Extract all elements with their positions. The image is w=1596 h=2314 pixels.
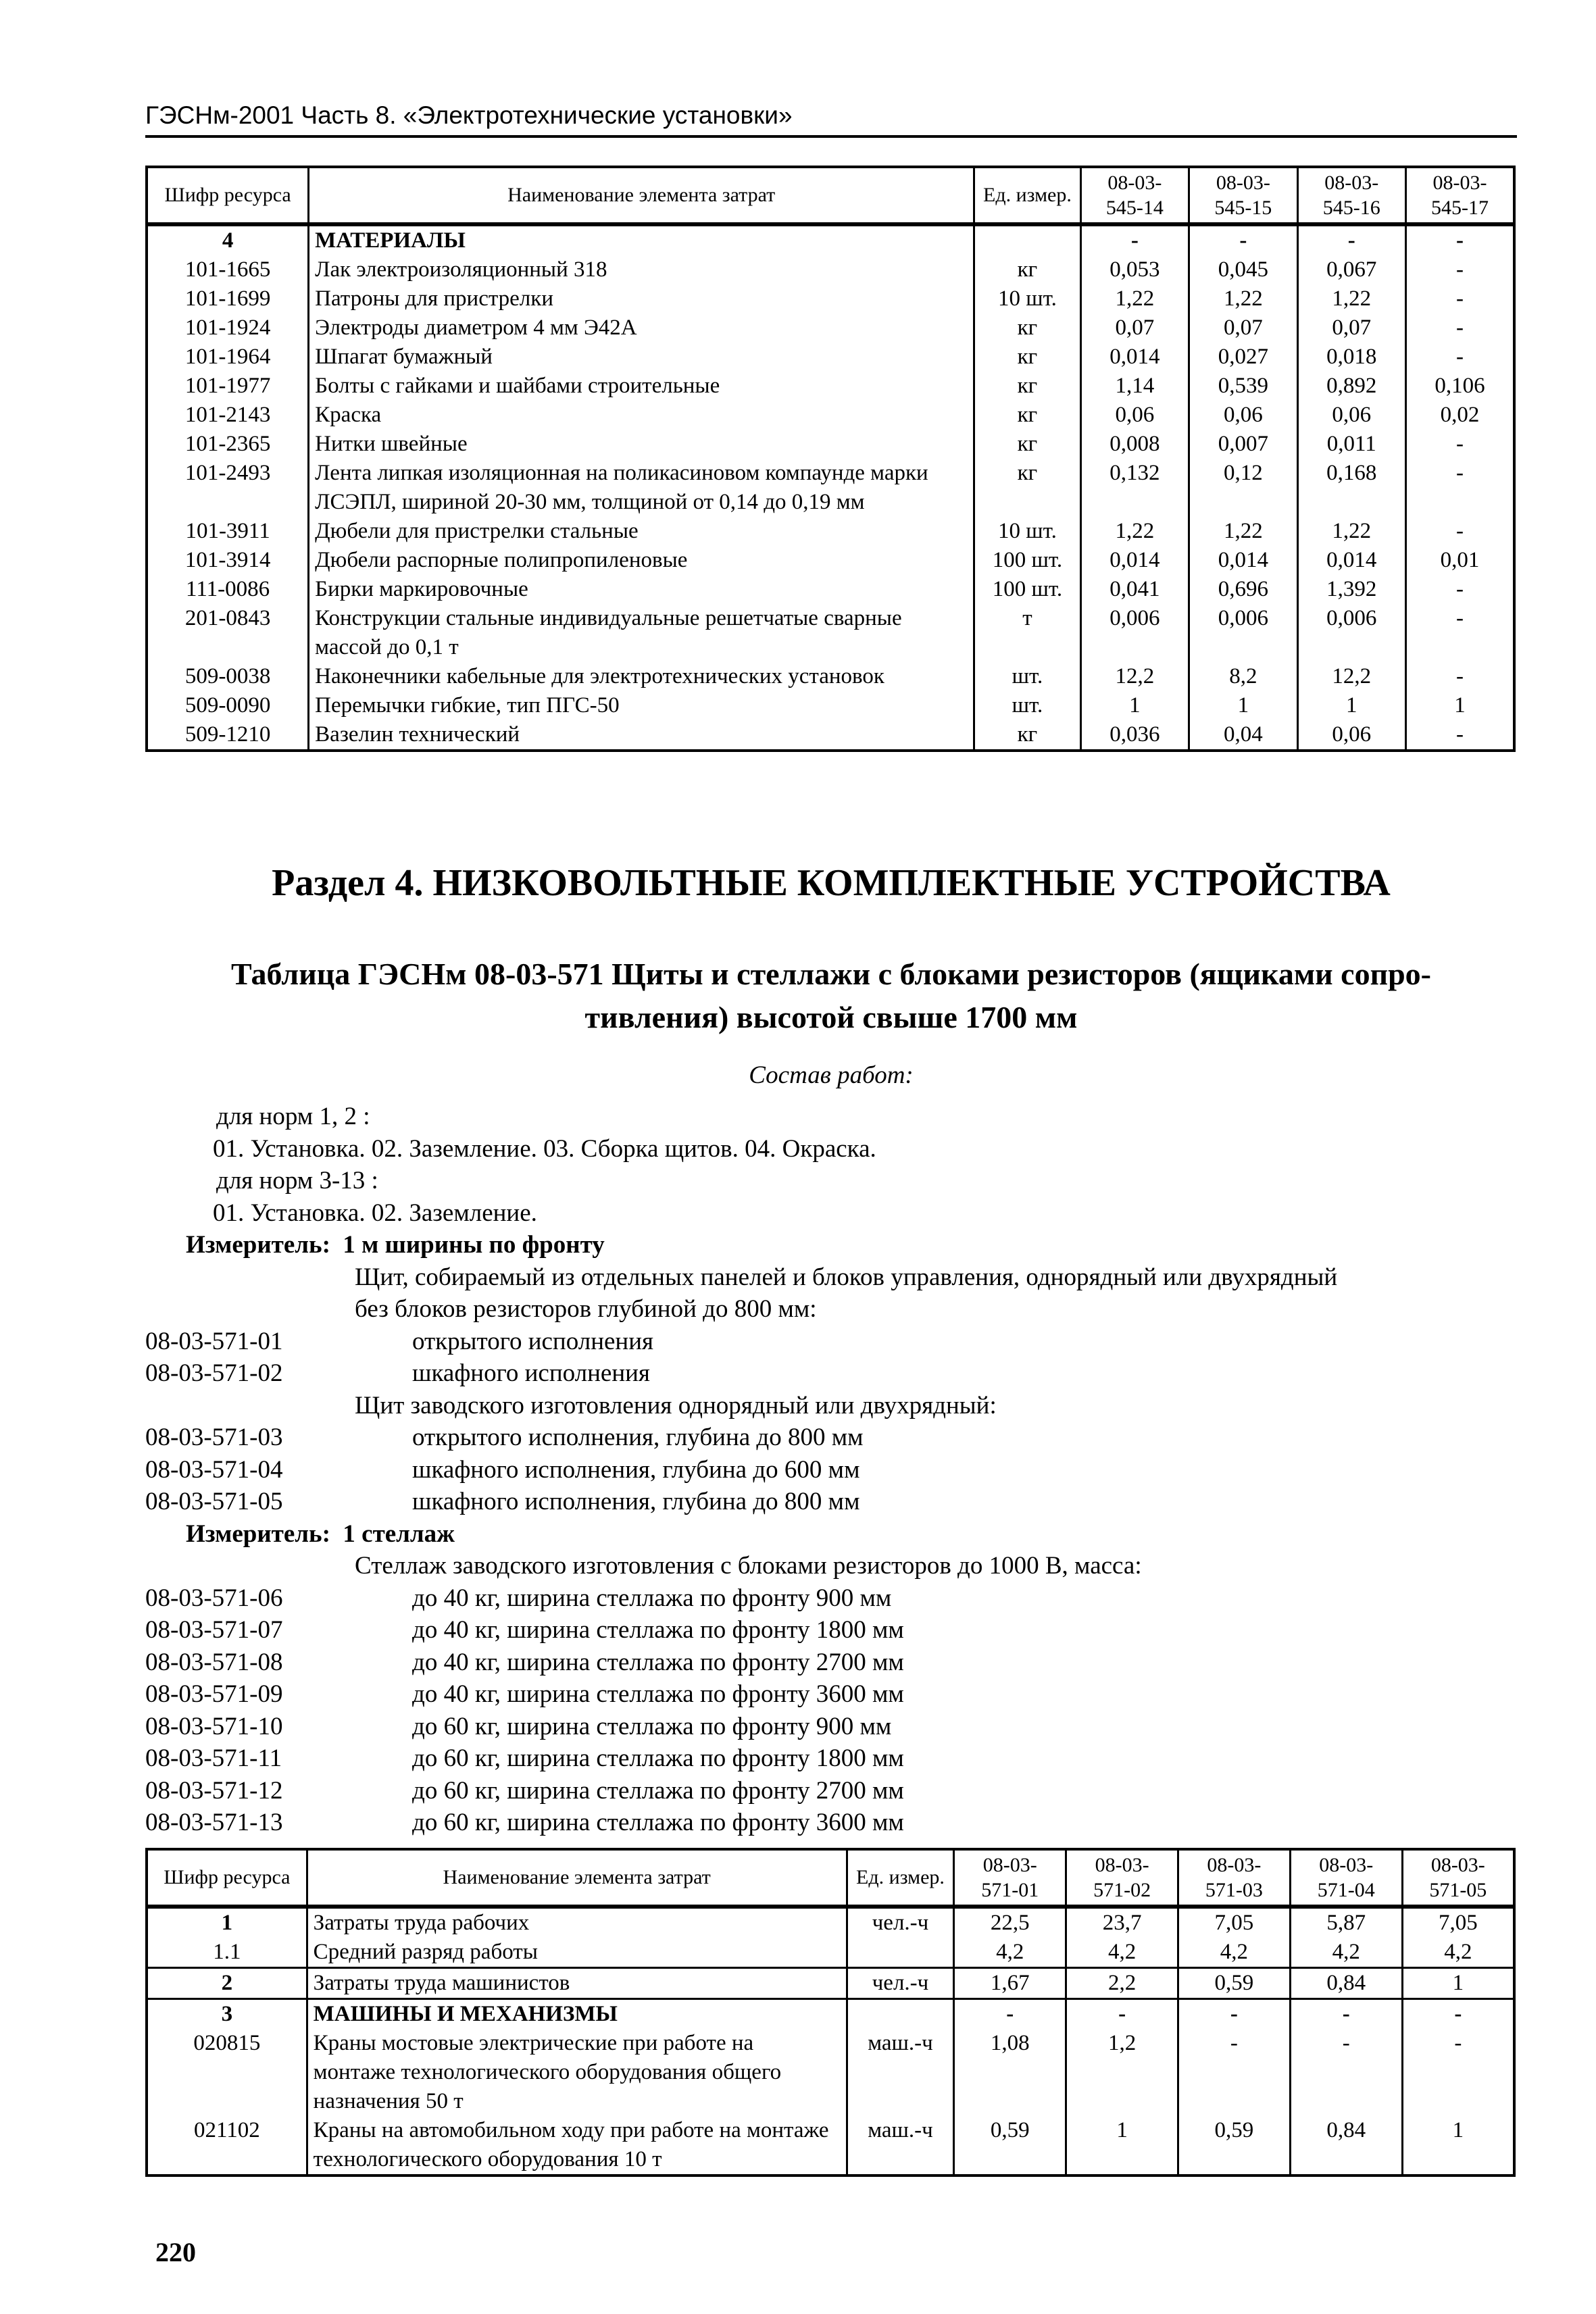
norm-value: 7,05 xyxy=(1178,1907,1291,1938)
table-row xyxy=(147,1938,1514,1968)
column-header-line: 571-04 xyxy=(1317,1879,1375,1901)
norm-value: 1,2 xyxy=(1066,2029,1178,2116)
resource-code: 1.1 xyxy=(147,1938,307,1968)
norm-value: 1 xyxy=(1066,2116,1178,2175)
resource-code: 509-0090 xyxy=(147,691,309,720)
norm-value: 4,2 xyxy=(1290,1938,1402,1968)
resource-code: 2 xyxy=(147,1968,307,1999)
column-header xyxy=(1178,1849,1291,1907)
norm-value: - xyxy=(1406,517,1515,546)
column-header xyxy=(1290,1849,1402,1907)
norm-code: 08-03-571-09 xyxy=(145,1680,283,1708)
cost-element-name: Краны мостовые электрические при работе на монтаже технологического оборудования общего назначения 50 т xyxy=(307,2029,847,2116)
norm-value: 7,05 xyxy=(1402,1907,1514,1938)
table-title-line: тивления) высотой свыше 1700 мм xyxy=(584,1000,1078,1034)
table-row xyxy=(147,284,1514,313)
column-header-line: 545-15 xyxy=(1214,197,1272,219)
unit: шт. xyxy=(974,691,1080,720)
norm-value: 4,2 xyxy=(1066,1938,1178,1968)
norm-value: 0,84 xyxy=(1290,2116,1402,2175)
norm-value: - xyxy=(1402,1999,1514,2030)
norm-value: 12,2 xyxy=(1297,662,1405,691)
norm-value: 0,696 xyxy=(1189,575,1297,604)
resource-code: 1 xyxy=(147,1907,307,1938)
table-row xyxy=(147,1968,1514,1999)
norm-code: 08-03-571-13 xyxy=(145,1809,283,1836)
norm-group-heading: Стеллаж заводского изготовления с блоками резисторов до 1000 В, масса: xyxy=(355,1552,1142,1580)
norm-value: 0,006 xyxy=(1080,604,1189,662)
column-header-line: Ед. измер. xyxy=(856,1866,945,1889)
norm-value: 0,045 xyxy=(1189,255,1297,284)
unit: кг xyxy=(974,430,1080,459)
composition-label: для норм 3-13 : xyxy=(216,1167,378,1194)
norm-code: 08-03-571-11 xyxy=(145,1744,282,1772)
table-title-line: Таблица ГЭСНм 08-03-571 Щиты и стеллажи с блоками резисторов (ящиками сопро- xyxy=(231,957,1431,991)
norm-value: 0,12 xyxy=(1189,459,1297,517)
norm-value: 0,036 xyxy=(1080,720,1189,751)
norm-value: - xyxy=(1178,1999,1291,2030)
norm-value: 1,22 xyxy=(1189,284,1297,313)
resource-code: 101-3914 xyxy=(147,546,309,575)
unit xyxy=(847,1938,954,1968)
column-header-line: 08-03- xyxy=(982,1853,1037,1876)
cost-element-name: Дюбели для пристрелки стальные xyxy=(309,517,974,546)
resource-code: 201-0843 xyxy=(147,604,309,662)
resource-code: 111-0086 xyxy=(147,575,309,604)
norm-value: 1,67 xyxy=(954,1968,1066,1999)
header-row xyxy=(147,167,1514,224)
norm-value: 0,07 xyxy=(1189,313,1297,343)
norm-value: - xyxy=(954,1999,1066,2030)
norm-value: 0,014 xyxy=(1189,546,1297,575)
resource-code: 101-2493 xyxy=(147,459,309,517)
measure-value: 1 м ширины по фронту xyxy=(343,1231,605,1259)
cost-element-name: МАТЕРИАЛЫ xyxy=(309,224,974,255)
unit: 10 шт. xyxy=(974,517,1080,546)
norm-description: шкафного исполнения, глубина до 800 мм xyxy=(412,1488,860,1515)
norm-value: - xyxy=(1066,1999,1178,2030)
table-row xyxy=(147,2116,1514,2175)
resource-code: 101-1924 xyxy=(147,313,309,343)
norm-value: 1,22 xyxy=(1297,284,1405,313)
norm-value: 0,06 xyxy=(1080,401,1189,430)
column-header-line: Ед. измер. xyxy=(983,184,1072,207)
norm-description: до 40 кг, ширина стеллажа по фронту 3600 мм xyxy=(412,1680,904,1708)
column-header-line: 08-03- xyxy=(1216,171,1270,194)
measure-line xyxy=(186,1519,455,1550)
column-header-line: Шифр ресурса xyxy=(164,184,291,207)
norm-description: открытого исполнения, глубина до 800 мм xyxy=(412,1424,864,1451)
norm-value: 1 xyxy=(1406,691,1515,720)
norm-value: 0,067 xyxy=(1297,255,1405,284)
table-row xyxy=(147,372,1514,401)
norm-code: 08-03-571-05 xyxy=(145,1488,283,1515)
column-header-line: 08-03- xyxy=(1319,1853,1374,1876)
cost-element-name: Дюбели распорные полипропиленовые xyxy=(309,546,974,575)
resource-code: 021102 xyxy=(147,2116,307,2175)
norm-value: 8,2 xyxy=(1189,662,1297,691)
unit: маш.-ч xyxy=(847,2116,954,2175)
unit: чел.-ч xyxy=(847,1968,954,1999)
norm-description: до 60 кг, ширина стеллажа по фронту 2700 мм xyxy=(412,1776,904,1805)
norm-value: - xyxy=(1406,662,1515,691)
norm-value: 1 xyxy=(1080,691,1189,720)
norm-value: 0,006 xyxy=(1297,604,1405,662)
norm-value: 0,041 xyxy=(1080,575,1189,604)
norm-value: 0,027 xyxy=(1189,343,1297,372)
norm-value: 0,018 xyxy=(1297,343,1405,372)
table-row xyxy=(147,720,1514,751)
cost-element-name: Наконечники кабельные для электротехнических установок xyxy=(309,662,974,691)
norm-value: 1,14 xyxy=(1080,372,1189,401)
cost-element-name: МАШИНЫ И МЕХАНИЗМЫ xyxy=(307,1999,847,2030)
resource-code: 509-0038 xyxy=(147,662,309,691)
norm-value: - xyxy=(1080,224,1189,255)
norm-value: 1,22 xyxy=(1080,284,1189,313)
norm-code: 08-03-571-03 xyxy=(145,1424,283,1451)
unit xyxy=(847,1999,954,2030)
norm-group-heading: Щит заводского изготовления однорядный или двухрядный: xyxy=(355,1391,997,1419)
norm-value: 0,06 xyxy=(1189,401,1297,430)
table-row xyxy=(147,517,1514,546)
composition-text: 01. Установка. 02. Заземление. xyxy=(213,1199,537,1227)
unit: чел.-ч xyxy=(847,1907,954,1938)
norm-value: 1 xyxy=(1189,691,1297,720)
column-header xyxy=(1406,167,1515,224)
unit: шт. xyxy=(974,662,1080,691)
norm-value: 0,168 xyxy=(1297,459,1405,517)
unit: 10 шт. xyxy=(974,284,1080,313)
column-header-line: 08-03- xyxy=(1430,1853,1485,1876)
unit xyxy=(974,224,1080,255)
column-header-line: 571-05 xyxy=(1429,1879,1487,1901)
norm-value: - xyxy=(1406,604,1515,662)
unit: кг xyxy=(974,720,1080,751)
norm-value: 22,5 xyxy=(954,1907,1066,1938)
norm-value: 0,106 xyxy=(1406,372,1515,401)
column-header xyxy=(1189,167,1297,224)
norm-value: 0,04 xyxy=(1189,720,1297,751)
norm-value: - xyxy=(1406,255,1515,284)
norm-value: - xyxy=(1290,1999,1402,2030)
norm-value: 0,59 xyxy=(954,2116,1066,2175)
norm-description: до 40 кг, ширина стеллажа по фронту 2700 мм xyxy=(412,1648,904,1676)
unit: 100 шт. xyxy=(974,575,1080,604)
norm-value: 1,08 xyxy=(954,2029,1066,2116)
norm-value: 1 xyxy=(1297,691,1405,720)
resource-code: 3 xyxy=(147,1999,307,2030)
column-header-line: Наименование элемента затрат xyxy=(507,184,776,207)
norm-value: 4,2 xyxy=(1402,1938,1514,1968)
unit: кг xyxy=(974,401,1080,430)
norm-value: 0,07 xyxy=(1080,313,1189,343)
norm-value: 0,011 xyxy=(1297,430,1405,459)
column-header xyxy=(1297,167,1405,224)
table-row xyxy=(147,691,1514,720)
norm-value: - xyxy=(1406,284,1515,313)
resource-code: 101-1665 xyxy=(147,255,309,284)
table-row xyxy=(147,401,1514,430)
table-row xyxy=(147,546,1514,575)
column-header xyxy=(1080,167,1189,224)
norm-value: 4,2 xyxy=(954,1938,1066,1968)
norm-value: 0,539 xyxy=(1189,372,1297,401)
norm-value: 0,007 xyxy=(1189,430,1297,459)
column-header-line: 571-03 xyxy=(1205,1879,1263,1901)
table-row xyxy=(147,343,1514,372)
table-row xyxy=(147,575,1514,604)
cost-element-name: Патроны для пристрелки xyxy=(309,284,974,313)
column-header-line: 545-16 xyxy=(1322,197,1380,219)
column-header xyxy=(1402,1849,1514,1907)
header-row xyxy=(147,1849,1514,1907)
resource-code: 101-2143 xyxy=(147,401,309,430)
norm-value: 0,006 xyxy=(1189,604,1297,662)
cost-element-name: Краны на автомобильном ходу при работе на монтаже технологического оборудования 10 т xyxy=(307,2116,847,2175)
column-header-line: 08-03- xyxy=(1107,171,1162,194)
cost-element-name: Электроды диаметром 4 мм Э42А xyxy=(309,313,974,343)
table-row xyxy=(147,430,1514,459)
norm-code: 08-03-571-02 xyxy=(145,1359,283,1387)
column-header-line: 545-17 xyxy=(1431,197,1489,219)
norm-code: 08-03-571-12 xyxy=(145,1776,283,1805)
composition-title: Состав работ: xyxy=(749,1061,914,1089)
column-header xyxy=(147,1849,307,1907)
column-header-line: 08-03- xyxy=(1324,171,1379,194)
cost-element-name: Нитки швейные xyxy=(309,430,974,459)
table-row xyxy=(147,2029,1514,2116)
unit: кг xyxy=(974,372,1080,401)
norm-value: - xyxy=(1189,224,1297,255)
norm-value: 23,7 xyxy=(1066,1907,1178,1938)
table-row xyxy=(147,313,1514,343)
measure-label: Измеритель: xyxy=(186,1231,330,1259)
table-row xyxy=(147,459,1514,517)
norm-value: 1,22 xyxy=(1080,517,1189,546)
norm-description: открытого исполнения xyxy=(412,1327,654,1355)
cost-element-name: Вазелин технический xyxy=(309,720,974,751)
norm-value: - xyxy=(1406,430,1515,459)
norm-value: 1 xyxy=(1402,1968,1514,1999)
column-header-line: Наименование элемента затрат xyxy=(443,1866,711,1889)
norm-group-heading: Щит, собираемый из отдельных панелей и блоков управления, однорядный или двухрядный xyxy=(355,1263,1338,1291)
norm-value: 0,014 xyxy=(1297,546,1405,575)
column-header-line: 545-14 xyxy=(1105,197,1164,219)
page-number: 220 xyxy=(155,2237,196,2267)
norm-value: 0,132 xyxy=(1080,459,1189,517)
column-header-line: 571-02 xyxy=(1093,1879,1151,1901)
table-row xyxy=(147,662,1514,691)
column-header-line: 571-01 xyxy=(981,1879,1039,1901)
cost-element-name: Перемычки гибкие, тип ПГС-50 xyxy=(309,691,974,720)
unit: 100 шт. xyxy=(974,546,1080,575)
composition-text: 01. Установка. 02. Заземление. 03. Сборка щитов. 04. Окраска. xyxy=(213,1134,876,1163)
norm-value: 0,02 xyxy=(1406,401,1515,430)
norm-value: 0,01 xyxy=(1406,546,1515,575)
norm-value: - xyxy=(1406,224,1515,255)
table-row xyxy=(147,604,1514,662)
table-row xyxy=(147,1999,1514,2030)
norm-value: 0,008 xyxy=(1080,430,1189,459)
norm-value: 4,2 xyxy=(1178,1938,1291,1968)
norm-value: 1,392 xyxy=(1297,575,1405,604)
norm-value: 0,06 xyxy=(1297,720,1405,751)
column-header xyxy=(147,167,309,224)
norm-value: - xyxy=(1406,313,1515,343)
table-title xyxy=(159,953,1503,1039)
table-row xyxy=(147,1907,1514,1938)
norm-value: 5,87 xyxy=(1290,1907,1402,1938)
resource-code: 509-1210 xyxy=(147,720,309,751)
composition-label: для норм 1, 2 : xyxy=(216,1103,370,1130)
column-header-line: 08-03- xyxy=(1207,1853,1262,1876)
norm-value: 0,053 xyxy=(1080,255,1189,284)
norm-description: до 60 кг, ширина стеллажа по фронту 1800 мм xyxy=(412,1744,904,1772)
column-header xyxy=(954,1849,1066,1907)
column-header-line: Шифр ресурса xyxy=(164,1866,291,1889)
unit: кг xyxy=(974,459,1080,517)
norm-value: - xyxy=(1297,224,1405,255)
norm-code: 08-03-571-01 xyxy=(145,1327,283,1355)
cost-element-name: Конструкции стальные индивидуальные решетчатые сварные массой до 0,1 т xyxy=(309,604,974,662)
unit: кг xyxy=(974,313,1080,343)
norm-value: 1,22 xyxy=(1297,517,1405,546)
norm-value: - xyxy=(1406,343,1515,372)
resource-code: 101-2365 xyxy=(147,430,309,459)
resource-code: 4 xyxy=(147,224,309,255)
resource-code: 101-1964 xyxy=(147,343,309,372)
section-title: Раздел 4. НИЗКОВОЛЬТНЫЕ КОМПЛЕКТНЫЕ УСТРОЙСТВА xyxy=(272,862,1391,904)
unit: кг xyxy=(974,255,1080,284)
cost-element-name: Бирки маркировочные xyxy=(309,575,974,604)
measure-value: 1 стеллаж xyxy=(343,1519,455,1548)
norm-value: 0,892 xyxy=(1297,372,1405,401)
norm-code: 08-03-571-07 xyxy=(145,1616,283,1644)
norm-description: до 40 кг, ширина стеллажа по фронту 900 мм xyxy=(412,1584,892,1612)
resources-table xyxy=(145,1848,1516,2177)
norm-value: - xyxy=(1178,2029,1291,2116)
norm-value: - xyxy=(1406,720,1515,751)
cost-element-name: Шпагат бумажный xyxy=(309,343,974,372)
norm-description: шкафного исполнения, глубина до 600 мм xyxy=(412,1455,860,1484)
materials-table xyxy=(145,166,1516,752)
unit: т xyxy=(974,604,1080,662)
norm-description: до 40 кг, ширина стеллажа по фронту 1800 мм xyxy=(412,1616,904,1644)
measure-line xyxy=(186,1230,605,1261)
column-header xyxy=(847,1849,954,1907)
norm-value: 0,014 xyxy=(1080,343,1189,372)
resource-code: 020815 xyxy=(147,2029,307,2116)
cost-element-name: Лента липкая изоляционная на поликасиновом компаунде марки ЛСЭПЛ, шириной 20-30 мм, толщиной от 0,14 до 0,19 мм xyxy=(309,459,974,517)
norm-value: 0,07 xyxy=(1297,313,1405,343)
norm-value: 0,014 xyxy=(1080,546,1189,575)
norm-code: 08-03-571-08 xyxy=(145,1648,283,1676)
resource-code: 101-3911 xyxy=(147,517,309,546)
resource-code: 101-1977 xyxy=(147,372,309,401)
norm-description: шкафного исполнения xyxy=(412,1359,650,1387)
cost-element-name: Лак электроизоляционный 318 xyxy=(309,255,974,284)
norm-value: - xyxy=(1290,2029,1402,2116)
column-header xyxy=(974,167,1080,224)
norm-description: до 60 кг, ширина стеллажа по фронту 900 мм xyxy=(412,1712,892,1740)
column-header xyxy=(309,167,974,224)
column-header-line: 08-03- xyxy=(1432,171,1487,194)
norm-value: 0,59 xyxy=(1178,2116,1291,2175)
cost-element-name: Краска xyxy=(309,401,974,430)
norm-value: 1 xyxy=(1402,2116,1514,2175)
norm-value: - xyxy=(1406,459,1515,517)
table-row xyxy=(147,255,1514,284)
column-header-line: 08-03- xyxy=(1095,1853,1149,1876)
column-header xyxy=(1066,1849,1178,1907)
cost-element-name: Средний разряд работы xyxy=(307,1938,847,1968)
norm-value: 2,2 xyxy=(1066,1968,1178,1999)
norm-description: до 60 кг, ширина стеллажа по фронту 3600 мм xyxy=(412,1809,904,1836)
measure-label: Измеритель: xyxy=(186,1519,330,1548)
norm-code: 08-03-571-04 xyxy=(145,1455,283,1484)
unit: маш.-ч xyxy=(847,2029,954,2116)
cost-element-name: Болты с гайками и шайбами строительные xyxy=(309,372,974,401)
norm-value: 1,22 xyxy=(1189,517,1297,546)
norm-value: - xyxy=(1402,2029,1514,2116)
norm-value: 12,2 xyxy=(1080,662,1189,691)
running-header: ГЭСНм-2001 Часть 8. «Электротехнические установки» xyxy=(145,101,1517,138)
norm-value: - xyxy=(1406,575,1515,604)
norm-value: 0,84 xyxy=(1290,1968,1402,1999)
norm-group-heading: без блоков резисторов глубиной до 800 мм: xyxy=(355,1295,817,1323)
resource-code: 101-1699 xyxy=(147,284,309,313)
table-row xyxy=(147,224,1514,255)
cost-element-name: Затраты труда машинистов xyxy=(307,1968,847,1999)
norm-value: 0,59 xyxy=(1178,1968,1291,1999)
norm-code: 08-03-571-06 xyxy=(145,1584,283,1612)
norm-value: 0,06 xyxy=(1297,401,1405,430)
cost-element-name: Затраты труда рабочих xyxy=(307,1907,847,1938)
unit: кг xyxy=(974,343,1080,372)
norm-code: 08-03-571-10 xyxy=(145,1712,283,1740)
column-header xyxy=(307,1849,847,1907)
